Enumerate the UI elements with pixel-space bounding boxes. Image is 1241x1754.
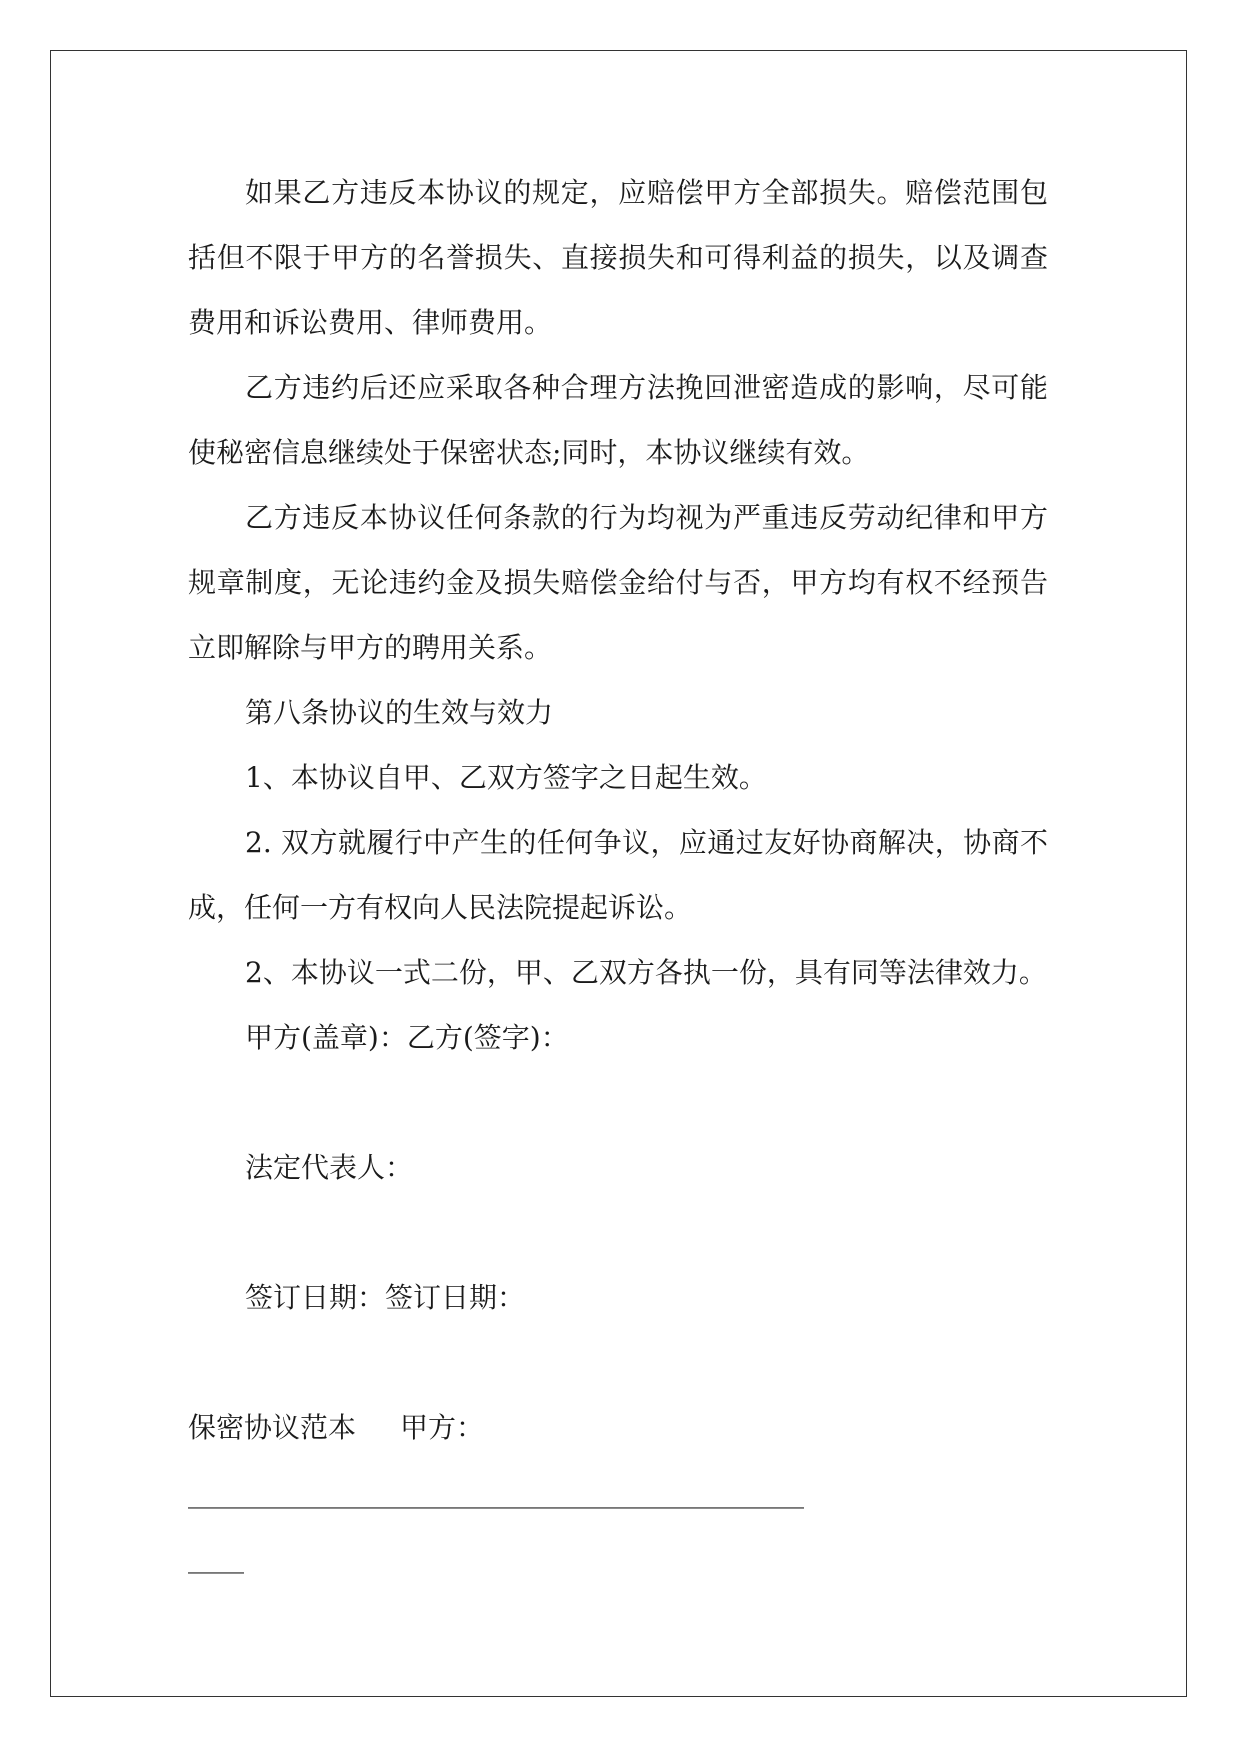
signature-line: 甲方(盖章)：乙方(签字)： xyxy=(245,1021,569,1054)
next-document-title: 保密协议范本 xyxy=(188,1411,357,1444)
next-document-title-row xyxy=(188,1395,1048,1460)
document-body xyxy=(188,160,1048,1590)
spacer xyxy=(188,1200,1048,1265)
clause-1: 1、本协议自甲、乙双方签字之日起生效。 xyxy=(245,761,767,794)
paragraph-remedy: 乙方违约后还应采取各种合理方法挽回泄密造成的影响，尽可能使秘密信息继续处于保密状态;同时，本协议继续有效。 xyxy=(188,371,1048,469)
signing-date: 签订日期：签订日期： xyxy=(245,1281,526,1314)
underline-long: ____________________________________________ xyxy=(188,1476,804,1509)
spacer xyxy=(188,1070,1048,1135)
underline-short: ____ xyxy=(188,1541,244,1574)
paragraph-termination: 乙方违反本协议任何条款的行为均视为严重违反劳动纪律和甲方规章制度，无论违约金及损失赔偿金给付与否，甲方均有权不经预告立即解除与甲方的聘用关系。 xyxy=(188,501,1048,664)
spacer xyxy=(188,1330,1048,1395)
article-heading: 第八条协议的生效与效力 xyxy=(245,696,554,729)
paragraph-compensation: 如果乙方违反本协议的规定，应赔偿甲方全部损失。赔偿范围包括但不限于甲方的名誉损失、直接损失和可得利益的损失，以及调查费用和诉讼费用、律师费用。 xyxy=(188,176,1048,339)
legal-representative: 法定代表人： xyxy=(245,1151,414,1184)
party-a-label: 甲方： xyxy=(400,1411,485,1444)
clause-2-copies: 2、本协议一式二份，甲、乙双方各执一份，具有同等法律效力。 xyxy=(245,956,1047,989)
clause-2-dispute: 2. 双方就履行中产生的任何争议，应通过友好协商解决，协商不成，任何一方有权向人民法院提起诉讼。 xyxy=(188,826,1048,924)
